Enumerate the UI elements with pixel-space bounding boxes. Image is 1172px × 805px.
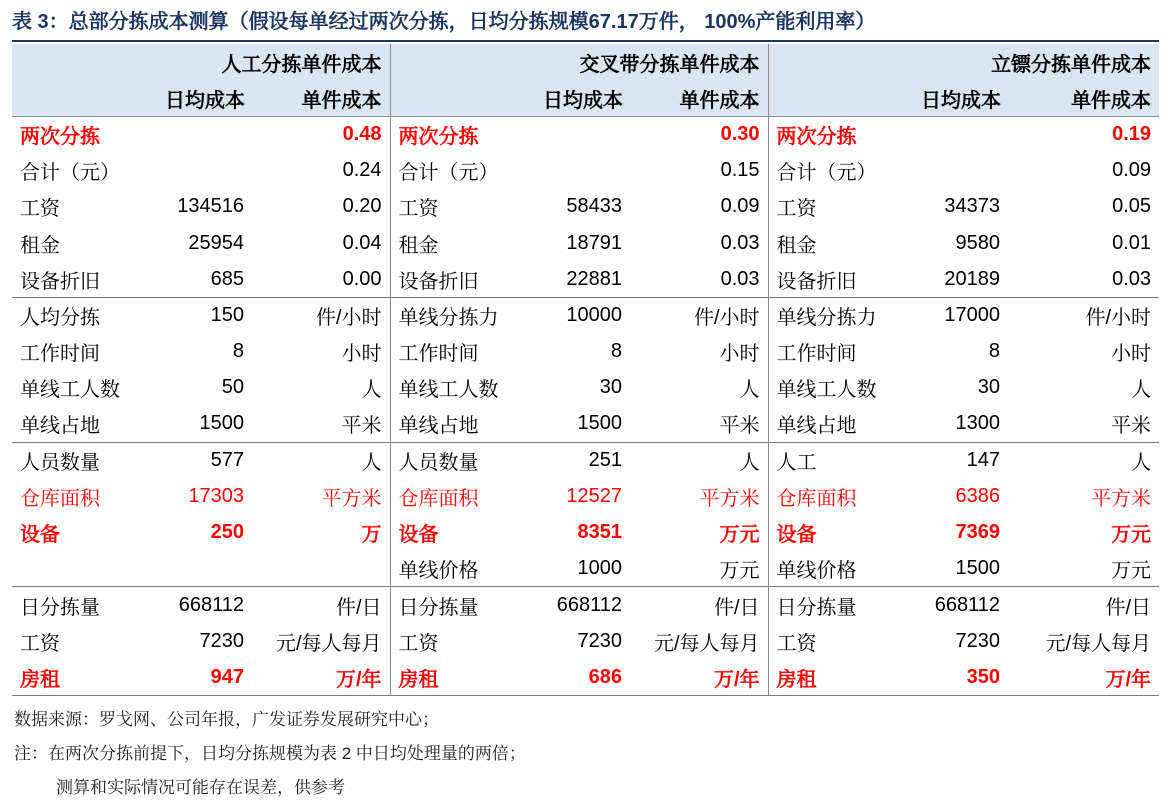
row-daily-value: 8 [988,340,1001,363]
column-header-row [12,80,1159,117]
row-label: 工资 [20,632,60,655]
row-value: 平方米 [321,487,382,510]
row-value: 件/日 [630,587,768,623]
row-daily-value: 58433 [566,195,623,218]
row-label: 合计（元） [20,162,120,185]
row-value: 件/小时 [630,297,768,333]
row-value: 万元 [719,524,760,547]
row-daily-value: 50 [221,376,244,399]
row-label: 人工 [768,442,913,478]
row-value: 元/每人每月 [1045,632,1152,655]
row-label: 单线工人数 [390,370,535,406]
row-value: 平方米 [1091,487,1152,510]
row-daily-value: 7230 [955,629,1001,652]
row-label: 设备 [20,524,60,547]
table-notes [14,703,526,805]
row-daily-value: 150 [157,297,252,333]
row-daily-value: 1300 [955,412,1001,435]
note-line-2: 测算和实际情况可能存在误差，供参考 [56,778,345,797]
row-label: 日分拣量 [390,587,535,623]
row-value: 人 [252,442,390,478]
table-row [12,587,1159,623]
row-value: 平米 [1111,415,1152,438]
row-daily-value: 668112 [535,587,630,623]
header-spacer-cell [12,80,157,117]
table-row [12,297,1159,333]
row-value: 人 [361,379,382,402]
row-label: 租金 [390,225,535,261]
row-label: 日分拣量 [768,587,913,623]
row-label: 租金 [768,225,913,261]
row-label: 单线价格 [768,551,913,587]
row-label: 租金 [20,234,60,257]
row-label: 合计（元） [390,153,535,189]
note-line-1: 注：在两次分拣前提下，日均分拣规模为表 2 中日均处理量的两倍； [14,744,526,763]
row-value: 万元 [719,560,760,583]
row-daily-value: 668112 [157,587,252,623]
row-daily-value: 17303 [188,484,244,507]
row-value: 万/年 [252,659,390,695]
row-value: 万 [361,524,382,547]
row-daily-value: 577 [157,442,252,478]
row-daily-value: 1000 [577,557,623,580]
row-value: 元/每人每月 [275,632,382,655]
row-label: 单线分拣力 [390,297,535,333]
row-daily-value [157,551,252,587]
header-spacer-cell [390,80,535,117]
row-label: 工作时间 [768,334,913,370]
row-daily-value: 668112 [913,587,1008,623]
row-value: 人 [1131,379,1152,402]
row-daily-value: 8 [610,340,623,363]
row-value: 0.19 [1112,123,1152,146]
row-daily-value: 686 [535,659,630,695]
table-row [12,478,1159,514]
row-value: 0.04 [342,231,382,254]
row-daily-value: 20189 [944,267,1001,290]
row-daily-value: 7369 [955,521,1001,544]
row-value: 平米 [341,415,382,438]
daily-cost-header: 日均成本 [913,80,1008,117]
row-value: 件/小时 [252,297,390,333]
row-daily-value: 30 [977,376,1001,399]
daily-cost-header: 日均成本 [535,80,630,117]
unit-cost-header: 单件成本 [252,80,390,117]
row-label: 仓库面积 [390,478,535,514]
row-label [12,551,157,587]
row-value: 平方米 [699,487,760,510]
row-daily-value: 12527 [566,484,623,507]
table-row [12,551,1159,587]
title-rule [12,40,1159,42]
row-label: 单线价格 [390,551,535,587]
row-label: 单线占地 [390,406,535,442]
row-value: 小时 [719,343,760,366]
cost-table [12,44,1159,696]
row-daily-value [157,153,252,189]
row-value [252,551,390,587]
row-label: 工资 [390,189,535,225]
row-value: 件/日 [252,587,390,623]
table-row [12,659,1159,695]
table-row [12,370,1159,406]
row-daily-value: 251 [535,442,630,478]
row-value: 人 [739,379,760,402]
row-value: 0.01 [1112,231,1152,254]
header-spacer-cell [768,80,913,117]
row-label: 人员数量 [12,442,157,478]
group-header: 人工分拣单件成本 [12,44,390,80]
row-value: 小时 [1111,343,1152,366]
row-daily-value: 350 [913,659,1008,695]
row-label: 两次分拣 [390,117,535,153]
unit-cost-header: 单件成本 [1008,80,1159,117]
row-value: 0.03 [1112,267,1152,290]
row-label: 工资 [390,623,535,659]
row-label: 工资 [768,623,913,659]
row-label: 工作时间 [20,343,100,366]
row-label: 设备 [390,515,535,551]
row-daily-value: 1500 [577,412,623,435]
row-value: 万/年 [1008,659,1159,695]
row-label: 合计（元） [768,153,913,189]
row-label: 工资 [768,189,913,225]
row-daily-value: 7230 [199,629,244,652]
row-value: 0.24 [342,159,382,182]
row-daily-value: 1500 [955,557,1001,580]
row-daily-value [913,117,1008,153]
row-daily-value: 25954 [188,231,244,254]
table-row [12,189,1159,225]
row-value: 0.03 [720,231,760,254]
table-row [12,442,1159,478]
row-label: 设备 [768,515,913,551]
row-value: 0.09 [720,195,760,218]
row-daily-value: 22881 [566,267,623,290]
row-daily-value [913,153,1008,189]
row-label: 工资 [20,198,60,221]
row-label: 日分拣量 [12,587,157,623]
row-value: 元/每人每月 [653,632,760,655]
row-label: 设备折旧 [20,270,100,293]
group-header: 立镖分拣单件成本 [768,44,1159,80]
source-note: 数据来源：罗戈网、公司年报，广发证券发展研究中心； [14,710,439,729]
row-daily-value [535,153,630,189]
row-value: 平米 [719,415,760,438]
table-row [12,406,1159,442]
row-value: 0.05 [1112,195,1152,218]
row-value: 0.09 [1112,159,1152,182]
row-value: 件/小时 [1008,297,1159,333]
row-daily-value: 685 [210,267,244,290]
row-label: 两次分拣 [20,126,100,149]
row-label: 房租 [390,659,535,695]
row-label: 单线占地 [768,406,913,442]
table-row [12,153,1159,189]
row-label: 两次分拣 [768,117,913,153]
row-value: 0.00 [342,267,382,290]
row-label: 设备折旧 [390,261,535,297]
row-daily-value: 17000 [913,297,1008,333]
table-row [12,334,1159,370]
row-daily-value: 947 [157,659,252,695]
row-daily-value: 147 [913,442,1008,478]
row-daily-value: 8 [232,340,244,363]
unit-cost-header: 单件成本 [630,80,768,117]
row-label: 单线占地 [20,415,100,438]
row-daily-value: 1500 [199,412,244,435]
row-label: 单线分拣力 [768,297,913,333]
row-daily-value: 250 [210,521,244,544]
row-value: 件/日 [1008,587,1159,623]
row-value: 万/年 [630,659,768,695]
row-value: 0.03 [720,267,760,290]
row-label: 仓库面积 [20,487,100,510]
row-label: 仓库面积 [768,478,913,514]
row-label: 工作时间 [390,334,535,370]
row-label: 房租 [12,659,157,695]
row-daily-value: 8351 [577,521,623,544]
group-header-row [12,44,1159,80]
row-daily-value: 134516 [177,195,244,218]
row-label: 房租 [768,659,913,695]
row-daily-value: 18791 [566,231,623,254]
row-daily-value: 30 [599,376,623,399]
row-value: 0.30 [720,123,760,146]
group-header: 交叉带分拣单件成本 [390,44,768,80]
row-value: 0.48 [342,123,382,146]
row-value: 人 [1008,442,1159,478]
row-daily-value: 9580 [955,231,1001,254]
table-row [12,225,1159,261]
row-daily-value: 34373 [944,195,1001,218]
row-label: 单线工人数 [768,370,913,406]
table-title: 表 3：总部分拣成本测算（假设每单经过两次分拣，日均分拣规模67.17万件， 100%产能利用率） [12,11,876,33]
row-label: 人均分拣 [12,297,157,333]
row-daily-value [535,117,630,153]
table-row [12,623,1159,659]
row-value: 0.20 [342,195,382,218]
row-daily-value: 6386 [955,484,1001,507]
table-row [12,515,1159,551]
row-label: 设备折旧 [768,261,913,297]
row-value: 小时 [341,343,382,366]
row-value: 0.15 [720,159,760,182]
row-daily-value: 7230 [577,629,623,652]
row-value: 人 [630,442,768,478]
daily-cost-header: 日均成本 [157,80,252,117]
row-label: 人员数量 [390,442,535,478]
row-label: 单线工人数 [20,379,120,402]
row-daily-value [157,117,252,153]
row-value: 万元 [1111,560,1152,583]
table-row [12,117,1159,153]
row-daily-value: 10000 [535,297,630,333]
table-row [12,261,1159,297]
row-value: 万元 [1111,524,1152,547]
